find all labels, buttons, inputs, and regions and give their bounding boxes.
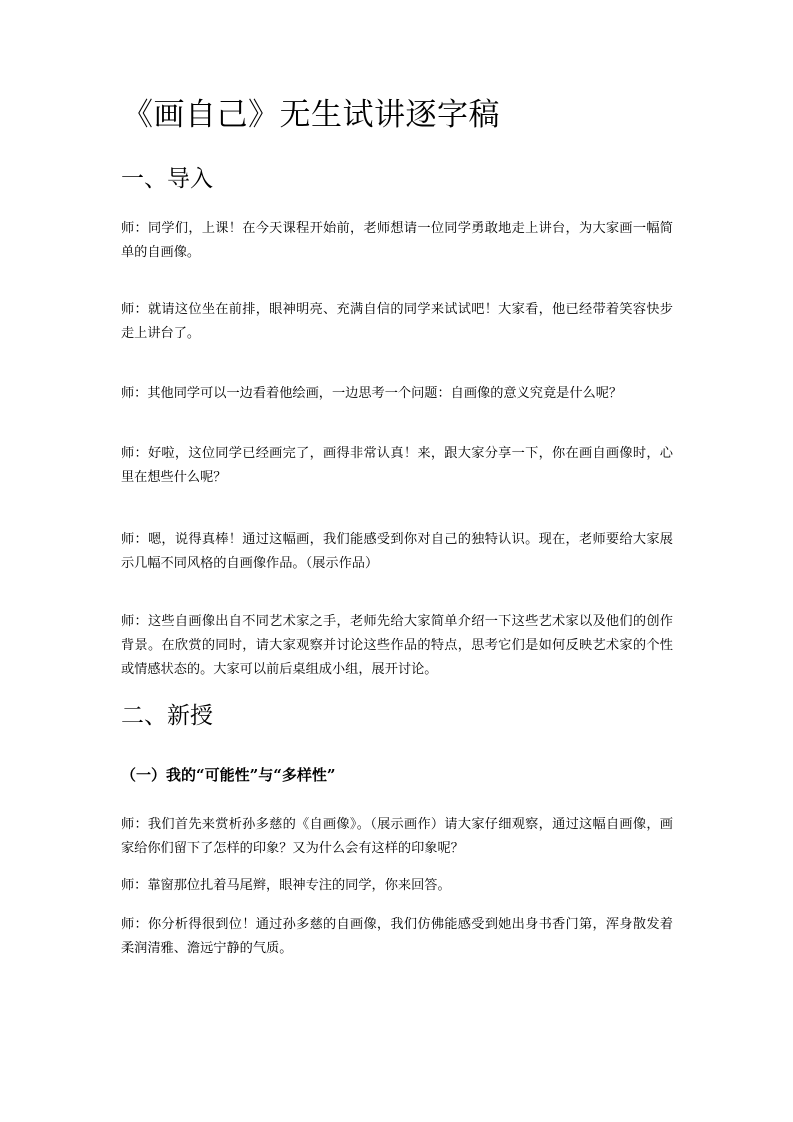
paragraph: 师：同学们，上课！在今天课程开始前，老师想请一位同学勇敢地走上讲台，为大家画一幅简单的自画像。 (121, 221, 673, 260)
paragraph: 师：其他同学可以一边看着他绘画，一边思考一个问题：自画像的意义究竟是什么呢？ (121, 386, 623, 401)
section-heading-intro: 一、导入 (121, 166, 213, 192)
subsection-heading: （一）我的“可能性”与“多样性” (121, 766, 336, 784)
paragraph: 师：这些自画像出自不同艺术家之手，老师先给大家简单介绍一下这些艺术家以及他们的创作背景。在欣赏的同时，请大家观察并讨论这些作品的特点，思考它们是如何反映艺术家的个性或情感状态的。大家可以前后桌组成小组，展开讨论。 (121, 614, 673, 677)
document-title: 《画自己》无生试讲逐字稿 (122, 97, 500, 133)
paragraph: 师：你分析得很到位！通过孙多慈的自画像，我们仿佛能感受到她出身书香门第，浑身散发着柔润清雅、澹远宁静的气质。 (121, 917, 673, 956)
paragraph: 师：嗯，说得真棒！通过这幅画，我们能感受到你对自己的独特认识。现在，老师要给大家展示几幅不同风格的自画像作品。（展示作品） (121, 532, 673, 571)
paragraph: 师：就请这位坐在前排，眼神明亮、充满自信的同学来试试吧！大家看，他已经带着笑容快步走上讲台了。 (121, 302, 673, 341)
section-heading-new-lesson: 二、新授 (121, 703, 213, 729)
paragraph: 师：靠窗那位扎着马尾辫，眼神专注的同学，你来回答。 (121, 878, 451, 893)
paragraph: 师：我们首先来赏析孙多慈的《自画像》。（展示画作）请大家仔细观察，通过这幅自画像，画家给你们留下了怎样的印象？又为什么会有这样的印象呢？ (121, 817, 673, 856)
paragraph: 师：好啦，这位同学已经画完了，画得非常认真！来，跟大家分享一下，你在画自画像时，心里在想些什么呢？ (121, 446, 673, 485)
